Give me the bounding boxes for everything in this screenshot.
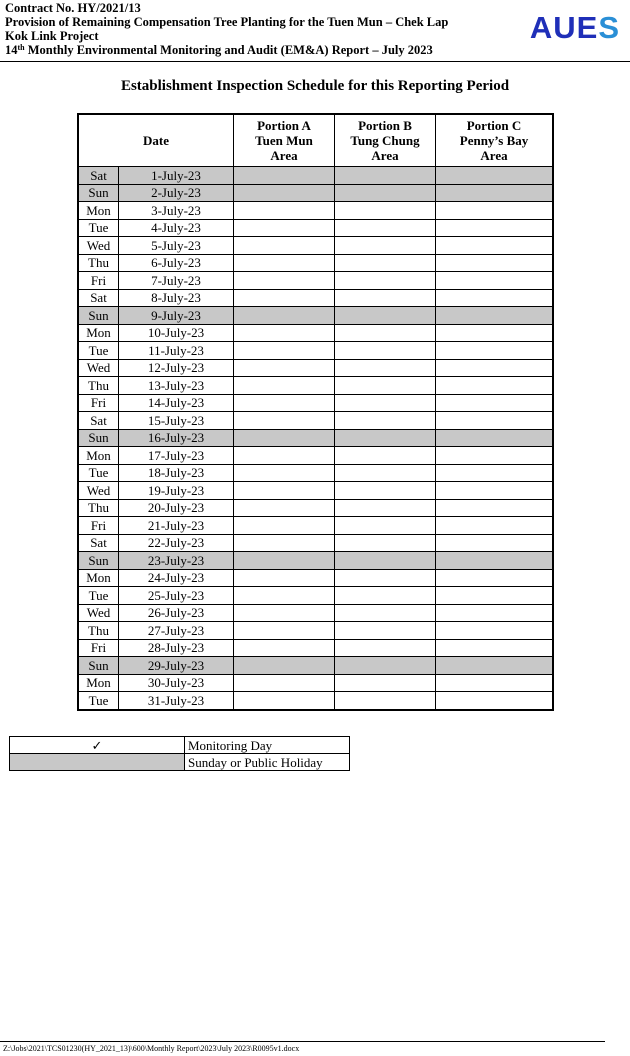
checkmark-icon: ✓	[10, 737, 185, 754]
portion-b-cell	[335, 377, 436, 395]
portion-c-cell	[436, 482, 554, 500]
date-cell: 18-July-23	[119, 464, 234, 482]
portion-c-cell	[436, 324, 554, 342]
table-row	[78, 219, 553, 237]
day-cell: Sat	[78, 167, 119, 185]
portion-c-header-line2: Penny’s Bay	[459, 133, 529, 148]
portion-b-cell	[335, 289, 436, 307]
portion-b-cell	[335, 447, 436, 465]
date-cell: 4-July-23	[119, 219, 234, 237]
day-cell: Sat	[78, 534, 119, 552]
table-row	[78, 254, 553, 272]
portion-c-cell	[436, 377, 554, 395]
portion-c-header	[436, 114, 554, 167]
day-cell: Mon	[78, 569, 119, 587]
inspection-schedule-table	[77, 113, 554, 711]
portion-c-cell	[436, 429, 554, 447]
date-cell: 24-July-23	[119, 569, 234, 587]
date-cell: 28-July-23	[119, 639, 234, 657]
portion-b-cell	[335, 569, 436, 587]
portion-c-cell	[436, 254, 554, 272]
table-row	[78, 499, 553, 517]
report-number-suffix: th	[17, 43, 25, 52]
day-cell: Wed	[78, 482, 119, 500]
legend-monitoring-label: Monitoring Day	[185, 737, 350, 754]
legend-holiday-label: Sunday or Public Holiday	[185, 754, 350, 771]
date-cell: 19-July-23	[119, 482, 234, 500]
table-row	[78, 289, 553, 307]
day-cell: Sun	[78, 307, 119, 325]
page-title: Establishment Inspection Schedule for this Reporting Period	[120, 78, 510, 94]
portion-b-cell	[335, 219, 436, 237]
date-cell: 10-July-23	[119, 324, 234, 342]
day-cell: Sun	[78, 657, 119, 675]
day-cell: Wed	[78, 604, 119, 622]
date-cell: 22-July-23	[119, 534, 234, 552]
day-cell: Mon	[78, 202, 119, 220]
portion-c-cell	[436, 464, 554, 482]
table-row	[78, 622, 553, 640]
portion-b-cell	[335, 254, 436, 272]
portion-c-cell	[436, 692, 554, 710]
portion-c-cell	[436, 639, 554, 657]
logo-text-accent: S	[598, 10, 620, 45]
date-cell: 7-July-23	[119, 272, 234, 290]
portion-c-cell	[436, 307, 554, 325]
portion-a-cell	[234, 184, 335, 202]
day-cell: Mon	[78, 447, 119, 465]
date-cell: 8-July-23	[119, 289, 234, 307]
portion-c-header-line1: Portion C	[466, 118, 522, 133]
report-title-text: Monthly Environmental Monitoring and Audit (EM&A) Report – July 2023	[24, 43, 433, 57]
date-cell: 30-July-23	[119, 674, 234, 692]
portion-b-header	[335, 114, 436, 167]
date-cell: 12-July-23	[119, 359, 234, 377]
table-row	[78, 307, 553, 325]
portion-a-cell	[234, 254, 335, 272]
portion-a-cell	[234, 499, 335, 517]
portion-c-cell	[436, 587, 554, 605]
portion-a-cell	[234, 552, 335, 570]
portion-a-cell	[234, 639, 335, 657]
portion-c-cell	[436, 534, 554, 552]
day-cell: Mon	[78, 674, 119, 692]
day-cell: Wed	[78, 237, 119, 255]
portion-a-cell	[234, 289, 335, 307]
portion-c-cell	[436, 272, 554, 290]
date-cell: 2-July-23	[119, 184, 234, 202]
date-cell: 23-July-23	[119, 552, 234, 570]
day-cell: Thu	[78, 499, 119, 517]
date-cell: 16-July-23	[119, 429, 234, 447]
day-cell: Tue	[78, 692, 119, 710]
portion-a-cell	[234, 202, 335, 220]
portion-b-cell	[335, 394, 436, 412]
portion-c-cell	[436, 569, 554, 587]
portion-c-cell	[436, 359, 554, 377]
portion-c-cell	[436, 412, 554, 430]
portion-b-cell	[335, 359, 436, 377]
portion-c-cell	[436, 447, 554, 465]
portion-b-cell	[335, 412, 436, 430]
table-row	[78, 237, 553, 255]
portion-b-cell	[335, 639, 436, 657]
portion-b-cell	[335, 622, 436, 640]
logo-text-main: AUE	[529, 10, 599, 45]
table-row	[78, 639, 553, 657]
date-cell: 21-July-23	[119, 517, 234, 535]
portion-a-cell	[234, 412, 335, 430]
document-header	[5, 1, 605, 57]
portion-c-header-line3: Area	[480, 148, 508, 163]
portion-a-cell	[234, 377, 335, 395]
day-cell: Wed	[78, 359, 119, 377]
portion-b-cell	[335, 184, 436, 202]
date-cell: 26-July-23	[119, 604, 234, 622]
table-row	[78, 447, 553, 465]
portion-a-cell	[234, 692, 335, 710]
date-cell: 5-July-23	[119, 237, 234, 255]
table-row	[78, 482, 553, 500]
day-cell: Tue	[78, 464, 119, 482]
portion-c-cell	[436, 604, 554, 622]
table-row	[78, 657, 553, 675]
portion-b-cell	[335, 657, 436, 675]
portion-b-cell	[335, 429, 436, 447]
day-cell: Fri	[78, 639, 119, 657]
portion-b-cell	[335, 202, 436, 220]
portion-b-cell	[335, 482, 436, 500]
portion-b-cell	[335, 342, 436, 360]
portion-a-cell	[234, 324, 335, 342]
table-row	[78, 202, 553, 220]
portion-b-cell	[335, 674, 436, 692]
portion-b-cell	[335, 604, 436, 622]
date-cell: 29-July-23	[119, 657, 234, 675]
table-row	[78, 377, 553, 395]
table-row	[78, 604, 553, 622]
portion-b-header-line1: Portion B	[358, 118, 412, 133]
table-row	[78, 569, 553, 587]
portion-c-cell	[436, 499, 554, 517]
table-row	[78, 184, 553, 202]
day-cell: Sun	[78, 552, 119, 570]
day-cell: Fri	[78, 394, 119, 412]
table-row	[78, 167, 553, 185]
portion-c-cell	[436, 184, 554, 202]
portion-b-cell	[335, 587, 436, 605]
portion-c-cell	[436, 517, 554, 535]
portion-b-cell	[335, 692, 436, 710]
table-row	[78, 517, 553, 535]
portion-b-header-line2: Tung Chung	[350, 133, 420, 148]
date-cell: 6-July-23	[119, 254, 234, 272]
portion-a-cell	[234, 604, 335, 622]
day-cell: Sat	[78, 412, 119, 430]
portion-b-header-line3: Area	[371, 148, 399, 163]
portion-a-cell	[234, 657, 335, 675]
date-cell: 3-July-23	[119, 202, 234, 220]
portion-b-cell	[335, 237, 436, 255]
portion-c-cell	[436, 289, 554, 307]
day-cell: Mon	[78, 324, 119, 342]
legend-table	[9, 736, 350, 771]
date-cell: 20-July-23	[119, 499, 234, 517]
portion-c-cell	[436, 394, 554, 412]
table-row	[78, 412, 553, 430]
file-path-footer: Z:\Jobs\2021\TCS01230(HY_2021_13)\600\Monthly Report\2023\July 2023\R0095v1.docx	[3, 1044, 300, 1053]
date-cell: 17-July-23	[119, 447, 234, 465]
portion-c-cell	[436, 219, 554, 237]
portion-a-cell	[234, 342, 335, 360]
portion-b-cell	[335, 272, 436, 290]
portion-b-cell	[335, 167, 436, 185]
table-row	[78, 429, 553, 447]
date-cell: 25-July-23	[119, 587, 234, 605]
day-cell: Tue	[78, 342, 119, 360]
table-row	[78, 272, 553, 290]
day-cell: Sat	[78, 289, 119, 307]
table-row	[78, 359, 553, 377]
portion-b-cell	[335, 517, 436, 535]
schedule-body	[78, 167, 553, 710]
aues-logo	[530, 10, 620, 46]
table-row	[78, 692, 553, 710]
contract-number: Contract No. HY/2021/13	[5, 1, 141, 15]
table-row	[78, 674, 553, 692]
table-row	[78, 587, 553, 605]
table-row	[78, 552, 553, 570]
portion-b-cell	[335, 464, 436, 482]
table-row	[78, 324, 553, 342]
date-column-header: Date	[78, 114, 234, 167]
portion-a-cell	[234, 167, 335, 185]
date-cell: 11-July-23	[119, 342, 234, 360]
date-cell: 9-July-23	[119, 307, 234, 325]
table-row	[78, 464, 553, 482]
portion-a-cell	[234, 219, 335, 237]
portion-c-cell	[436, 202, 554, 220]
portion-c-cell	[436, 674, 554, 692]
legend-row-monitoring	[10, 737, 350, 754]
portion-a-cell	[234, 429, 335, 447]
day-cell: Sun	[78, 184, 119, 202]
day-cell: Sun	[78, 429, 119, 447]
portion-a-cell	[234, 569, 335, 587]
table-row	[78, 394, 553, 412]
report-title	[5, 43, 605, 57]
portion-c-cell	[436, 167, 554, 185]
table-row	[78, 342, 553, 360]
date-cell: 13-July-23	[119, 377, 234, 395]
portion-c-cell	[436, 342, 554, 360]
date-cell: 1-July-23	[119, 167, 234, 185]
day-cell: Fri	[78, 517, 119, 535]
project-title-line1: Provision of Remaining Compensation Tree Planting for the Tuen Mun – Chek Lap	[5, 15, 449, 29]
portion-a-header	[234, 114, 335, 167]
portion-b-cell	[335, 534, 436, 552]
portion-b-cell	[335, 307, 436, 325]
portion-a-header-line3: Area	[270, 148, 298, 163]
date-cell: 31-July-23	[119, 692, 234, 710]
day-cell: Tue	[78, 219, 119, 237]
portion-a-header-line2: Tuen Mun	[255, 133, 313, 148]
day-cell: Tue	[78, 587, 119, 605]
portion-a-cell	[234, 272, 335, 290]
legend-row-holiday	[10, 754, 350, 771]
table-row	[78, 534, 553, 552]
portion-c-cell	[436, 237, 554, 255]
portion-a-cell	[234, 359, 335, 377]
portion-b-cell	[335, 499, 436, 517]
portion-a-cell	[234, 587, 335, 605]
portion-c-cell	[436, 552, 554, 570]
portion-a-cell	[234, 674, 335, 692]
day-cell: Thu	[78, 622, 119, 640]
project-title-line2: Kok Link Project	[5, 29, 99, 43]
date-cell: 15-July-23	[119, 412, 234, 430]
portion-c-cell	[436, 622, 554, 640]
portion-a-header-line1: Portion A	[257, 118, 311, 133]
portion-a-cell	[234, 517, 335, 535]
portion-a-cell	[234, 482, 335, 500]
day-cell: Fri	[78, 272, 119, 290]
date-cell: 27-July-23	[119, 622, 234, 640]
portion-b-cell	[335, 324, 436, 342]
portion-a-cell	[234, 534, 335, 552]
header-divider	[0, 61, 630, 62]
portion-b-cell	[335, 552, 436, 570]
table-header-row	[78, 114, 553, 167]
portion-a-cell	[234, 394, 335, 412]
portion-a-cell	[234, 622, 335, 640]
footer-divider	[0, 1041, 605, 1042]
portion-a-cell	[234, 447, 335, 465]
day-cell: Thu	[78, 254, 119, 272]
legend-shade-swatch	[10, 754, 185, 771]
portion-a-cell	[234, 237, 335, 255]
portion-a-cell	[234, 464, 335, 482]
date-cell: 14-July-23	[119, 394, 234, 412]
day-cell: Thu	[78, 377, 119, 395]
portion-c-cell	[436, 657, 554, 675]
report-number: 14	[5, 43, 18, 57]
portion-a-cell	[234, 307, 335, 325]
